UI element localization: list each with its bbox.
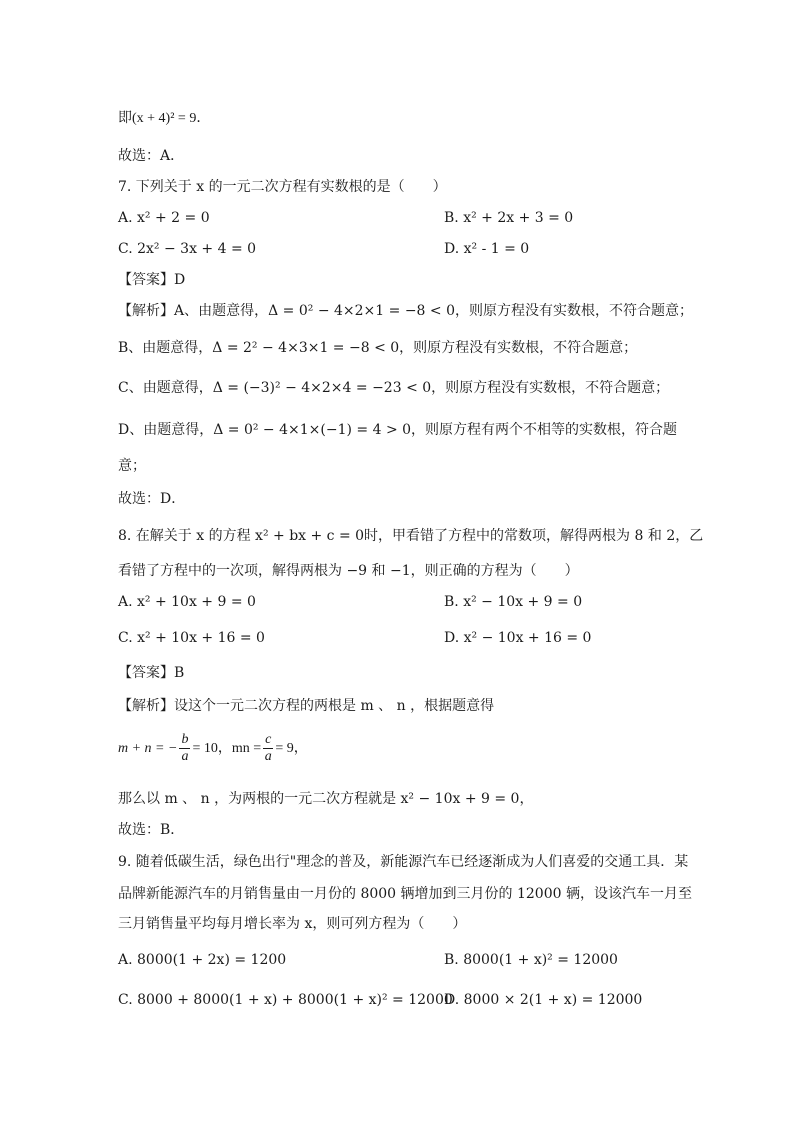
q7-analysis-b: B、由题意得，Δ = 2² − 4×3×1 = −8 < 0，则原方程没有实数根，不符合题意； (118, 340, 638, 356)
q8-analysis-2 (118, 730, 308, 767)
intro-suffix: ． (196, 110, 211, 126)
q7-analysis-d1: D、由题意得，Δ = 0² − 4×1×(−1) = 4 > 0，则原方程有两个不相等的实数根，符合题 (118, 422, 678, 438)
q8-stem-2: 看错了方程中的一次项，解得两根为 −9 和 −1，则正确的方程为（ ） (118, 563, 579, 579)
intro-math: (x + 4)² = 9 (132, 111, 197, 126)
q8-sum-expr: m + n = − (118, 741, 178, 756)
q8-frac-c-a (263, 732, 273, 765)
q8-option-c: C. x² + 10x + 16 = 0 (118, 630, 265, 646)
q7-answer: 【答案】D (118, 272, 186, 288)
q8-analysis-3: 那么以 m 、 n ，为两根的一元二次方程就是 x² − 10x + 9 = 0， (118, 791, 534, 807)
q8-product-value: = 9， (275, 741, 308, 756)
q8-frac2-den: a (264, 748, 272, 764)
q9-option-c: C. 8000 + 8000(1 + x) + 8000(1 + x)² = 12000 (118, 992, 453, 1008)
q7-option-c: C. 2x² − 3x + 4 = 0 (118, 241, 257, 257)
intro-answer: 故选：A． (118, 148, 185, 164)
q8-analysis-1: 【解析】设这个一元二次方程的两根是 m 、 n ，根据题意得 (118, 698, 495, 714)
q8-product-expr: = 10，mn = (192, 741, 262, 756)
q7-option-a: A. x² + 2 = 0 (118, 210, 210, 226)
q9-option-b: B. 8000(1 + x)² = 12000 (444, 952, 618, 968)
intro-equation (118, 108, 210, 129)
q9-option-a: A. 8000(1 + 2x) = 1200 (118, 952, 287, 968)
q8-answer: 【答案】B (118, 665, 185, 681)
q7-option-b: B. x² + 2x + 3 = 0 (444, 210, 574, 226)
q8-frac1-num: b (181, 731, 189, 747)
q9-option-d: D. 8000 × 2(1 + x) = 12000 (444, 992, 643, 1008)
q9-stem-3: 三月销售量平均每月增长率为 x，则可列方程为（ ） (118, 916, 467, 932)
q8-option-a: A. x² + 10x + 9 = 0 (118, 594, 256, 610)
q7-conclusion: 故选：D． (118, 491, 186, 507)
q8-stem-1: 8. 在解关于 x 的方程 x² + bx + c = 0时，甲看错了方程中的常数项，解得两根为 8 和 2，乙 (118, 528, 704, 544)
q7-analysis-c: C、由题意得，Δ = (−3)² − 4×2×4 = −23 < 0，则原方程没有实数根，不符合题意； (118, 380, 670, 396)
q7-analysis-a: 【解析】A、由题意得，Δ = 0² − 4×2×1 = −8 < 0，则原方程没有实数根，不符合题意； (118, 303, 693, 319)
q7-analysis-d2: 意； (118, 458, 146, 474)
q8-frac-b-a (179, 732, 190, 765)
q8-option-b: B. x² − 10x + 9 = 0 (444, 594, 583, 610)
q8-frac2-num: c (265, 731, 272, 747)
q8-option-d: D. x² − 10x + 16 = 0 (444, 630, 592, 646)
q9-stem-2: 品牌新能源汽车的月销售量由一月份的 8000 辆增加到三月份的 12000 辆，设该汽车一月至 (118, 886, 692, 902)
q7-stem: 7. 下列关于 x 的一元二次方程有实数根的是（ ） (118, 179, 447, 195)
q8-frac1-den: a (181, 748, 189, 764)
q8-conclusion: 故选：B． (118, 822, 185, 838)
q9-stem-1: 9. 随着低碳生活，绿色出行"理念的普及，新能源汽车已经逐渐成为人们喜爱的交通工具．某 (118, 854, 689, 870)
q7-option-d: D. x² - 1 = 0 (444, 241, 530, 257)
intro-prefix: 即 (118, 110, 132, 126)
